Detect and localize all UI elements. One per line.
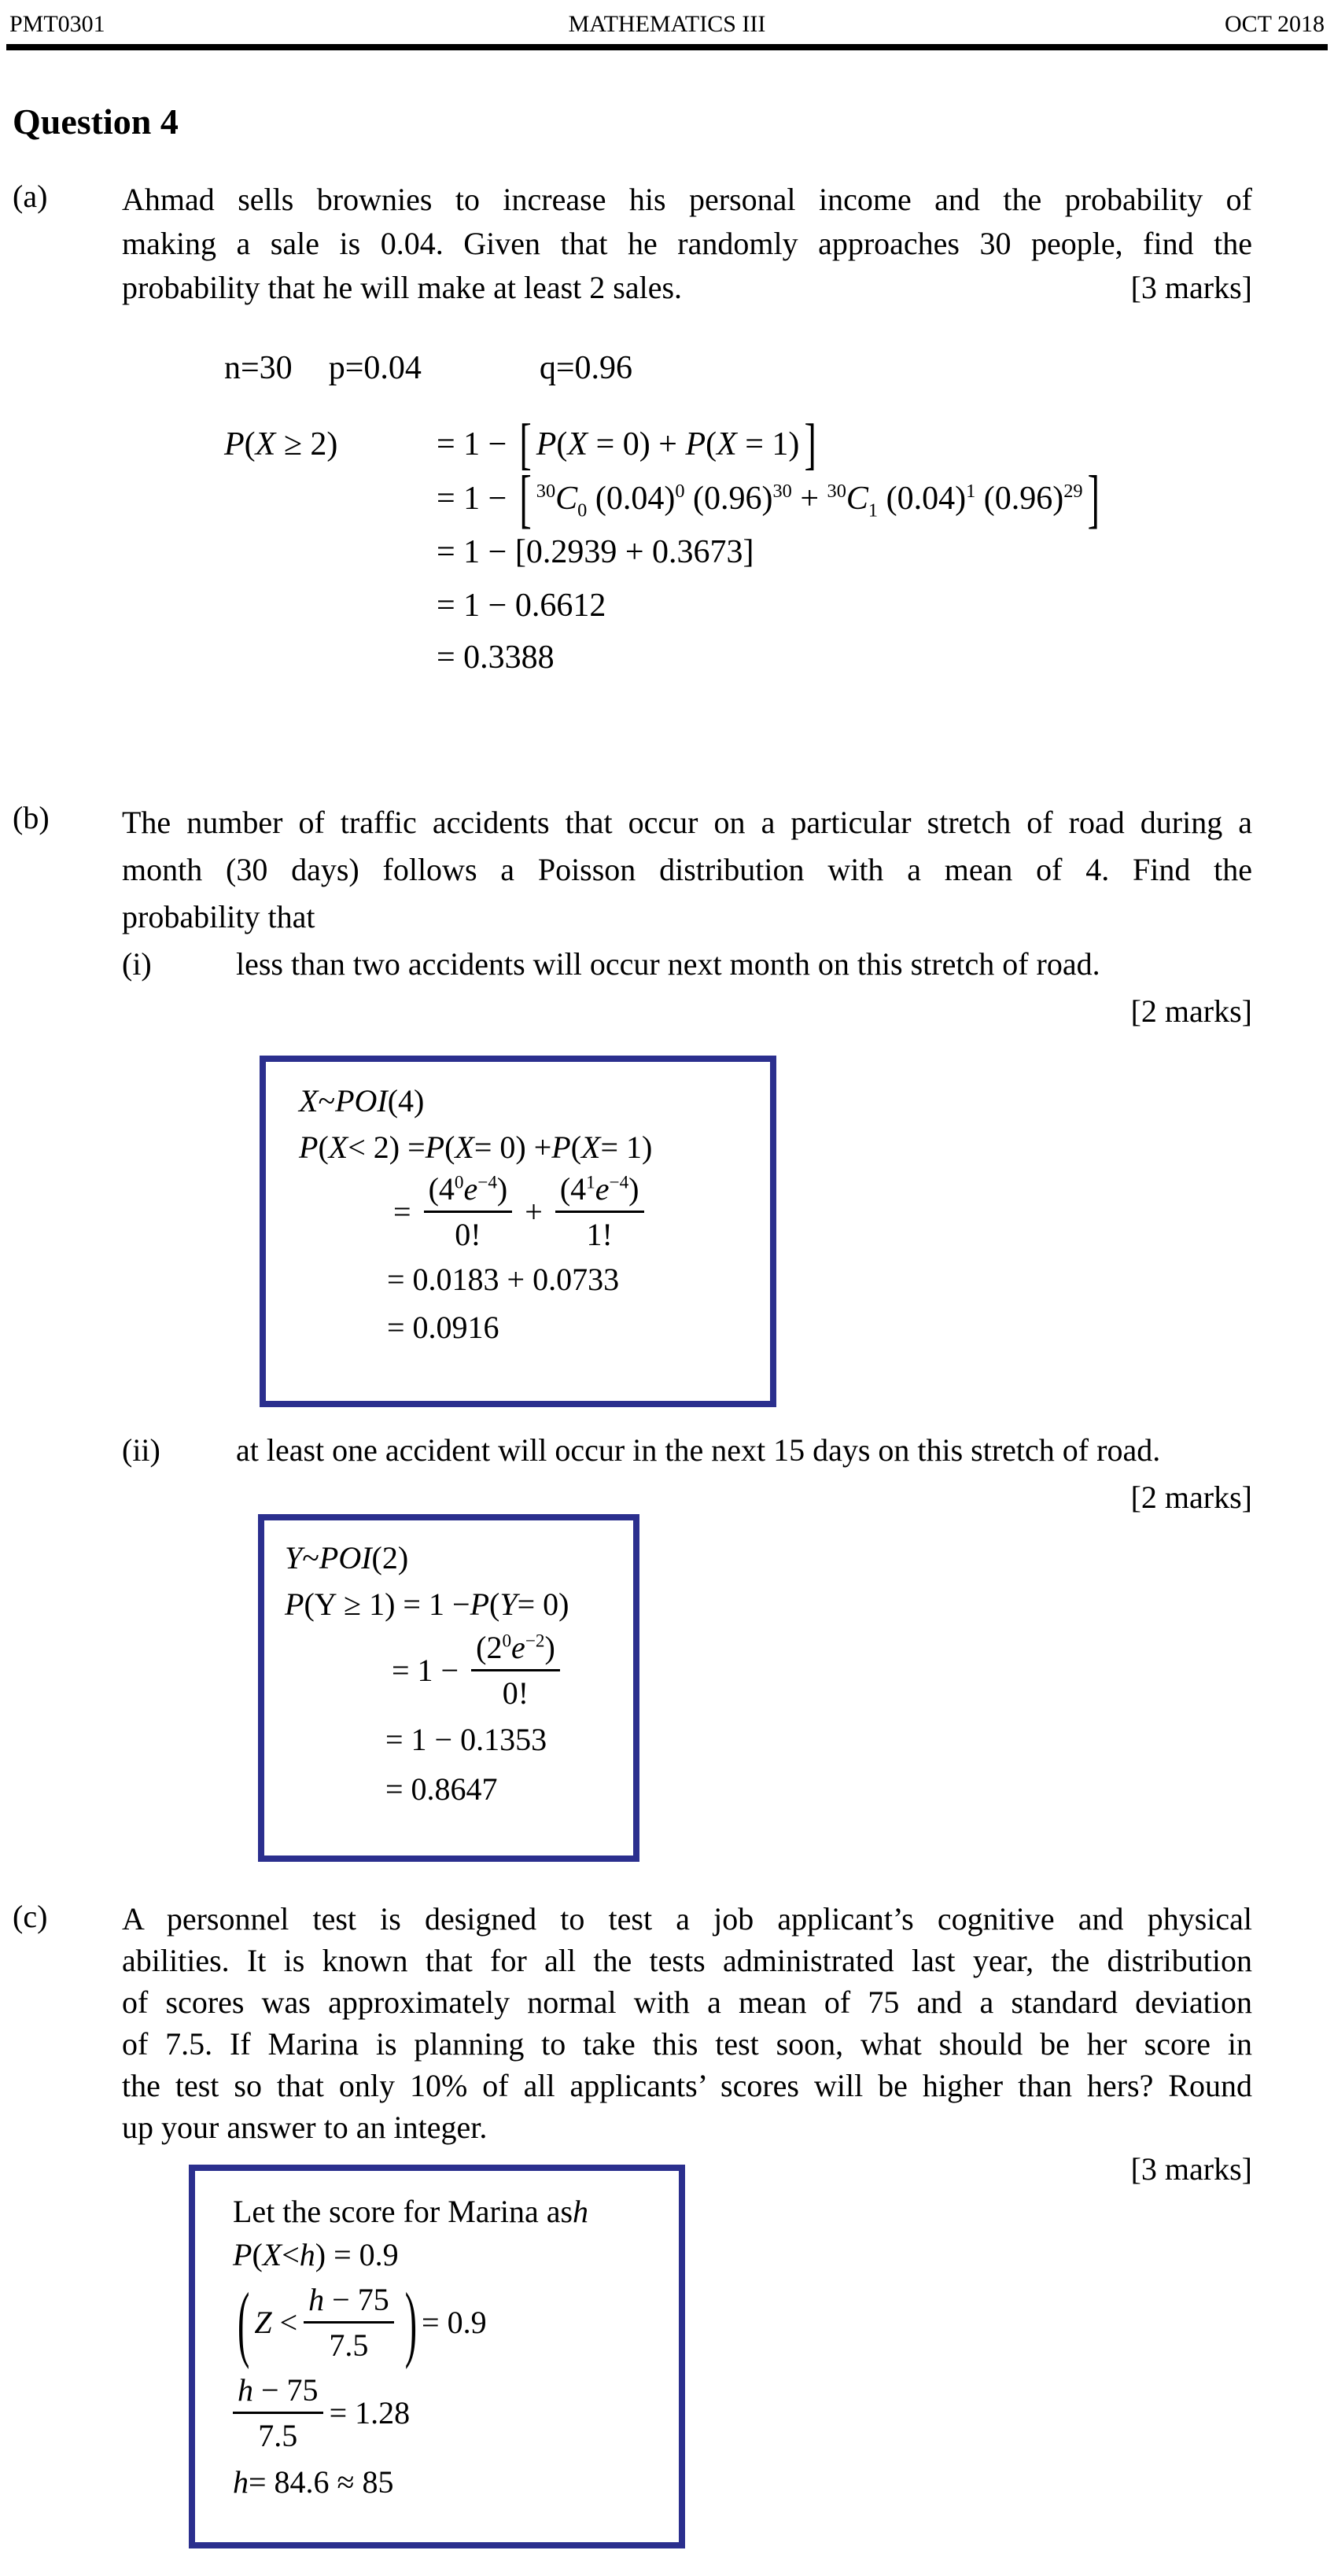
z-score-line — [233, 2275, 668, 2370]
rhs-value: = 1.28 — [329, 2395, 411, 2430]
formula-inner: $^{30}C_0$ $(0.04)^0$ $(0.96)^{30} + ^{30}C_1$ $(0.04)^1$ $(0.96)^{29}$ — [536, 480, 1083, 521]
part-b-line-1: The number of traffic accidents that occur on a particular stretch of road during a — [122, 805, 1252, 840]
rhs-value: = 0.9 — [422, 2305, 487, 2340]
left-paren: ( — [238, 2275, 250, 2370]
formula-line-3: = 1 − [0.2939 + 0.3673] — [437, 534, 754, 570]
result-line: = 0.8647 — [385, 1771, 498, 1807]
solution-box-c — [189, 2165, 685, 2548]
fraction-denominator: 7.5 — [258, 2418, 298, 2453]
probability-statement-line: P ( X < h ) = 0.9 — [233, 2237, 399, 2272]
sum-line: = 0.0183 + 0.0733 — [387, 1262, 620, 1297]
fraction-line — [385, 1629, 624, 1712]
subtraction-line: = 1 − 0.1353 — [385, 1722, 547, 1757]
formula-inner: P(X = 0) + P(X = 1) — [536, 426, 800, 463]
result-line: = 0.0916 — [387, 1310, 499, 1345]
right-bracket: ] — [1087, 462, 1100, 535]
part-a-line-3-row — [122, 266, 1252, 310]
poisson-x-distribution-line: X ~ POI (4) — [299, 1083, 425, 1118]
part-a-line-3: probability that he will make at least 2 sales. — [122, 270, 683, 305]
fraction-line — [387, 1170, 757, 1253]
part-c-line-4: of 7.5. If Marina is planning to take this test soon, what should be her score in — [122, 2026, 1252, 2062]
part-b-item-ii-block — [122, 1427, 1252, 1521]
z-term: Z < — [254, 2305, 298, 2340]
part-a-marks-badge: [3 marks] — [1130, 270, 1252, 305]
item-i-marks-badge: [2 marks] — [1130, 993, 1252, 1029]
probability-expansion-line: P ( X < 2) = P ( X = 0) + P ( X = 1) — [299, 1130, 653, 1165]
fraction — [304, 2281, 394, 2364]
fraction-numerator: $(4^1e^{-4})$ — [555, 1170, 644, 1213]
item-ii-label: (ii) — [122, 1432, 160, 1468]
part-a-line-2: making a sale is 0.04. Given that he randomly approaches 30 people, find the — [122, 226, 1252, 261]
equals-term: = 1 − — [437, 426, 507, 463]
part-b-item-i-row — [122, 941, 1252, 988]
part-c-marks-badge: [3 marks] — [1130, 2151, 1252, 2187]
plus-sign: + — [525, 1194, 543, 1229]
fraction — [471, 1629, 560, 1712]
fraction-denominator: 0! — [502, 1675, 529, 1711]
equals-term: = 1 − — [437, 480, 507, 517]
equals-sign: = — [393, 1194, 411, 1229]
fraction — [233, 2371, 323, 2454]
formula-lhs: P(X ≥ 2) — [224, 426, 338, 463]
param-n: n=30 — [224, 350, 293, 386]
item-i-label: (i) — [122, 946, 152, 982]
part-c-paragraph — [122, 1898, 1252, 2190]
part-a-working — [224, 349, 1104, 676]
left-bracket: [ — [519, 412, 532, 476]
solve-fraction-line — [233, 2371, 668, 2454]
part-c-line-1: A personnel test is designed to test a job applicant’s cognitive and physical — [122, 1901, 1252, 1937]
left-bracket: [ — [519, 462, 532, 535]
part-b-item-ii-row — [122, 1427, 1252, 1474]
question-title: Question 4 — [13, 101, 179, 142]
part-a-line-1: Ahmad sells brownies to increase his personal income and the probability of — [122, 182, 1252, 217]
formula-line-2 — [437, 462, 1104, 535]
fraction-denominator: 7.5 — [329, 2327, 369, 2363]
formula-line-1 — [224, 412, 1104, 476]
equals-term: = 1 − — [392, 1653, 459, 1688]
part-c-line-5: the test so that only 10% of all applicants’ scores will be higher than hers? Round — [122, 2068, 1252, 2103]
header-subject-title: MATHEMATICS III — [568, 11, 766, 37]
item-ii-text: at least one accident will occur in the next 15 days on this stretch of road. — [236, 1432, 1161, 1468]
header-exam-date: OCT 2018 — [1225, 11, 1325, 37]
part-c-line-3: of scores was approximately normal with a mean of 75 and a standard deviation — [122, 1985, 1252, 2020]
item-ii-marks-badge: [2 marks] — [1130, 1480, 1252, 1515]
final-answer-line: h = 84.6 ≈ 85 — [233, 2464, 394, 2500]
fraction-numerator: h − 75 — [304, 2281, 394, 2324]
part-b-paragraph — [122, 799, 1252, 1035]
fraction-denominator: 0! — [455, 1217, 481, 1252]
solution-box-b-i — [260, 1056, 776, 1407]
poisson-y-distribution-line: Y ~ POI (2) — [285, 1540, 409, 1575]
part-b-line-3: probability that — [122, 899, 315, 934]
part-b-line-2: month (30 days) follows a Poisson distribution with a mean of 4. Find the — [122, 852, 1252, 887]
part-a-paragraph — [122, 178, 1252, 310]
fraction-numerator: $(4^0e^{-4})$ — [424, 1170, 513, 1213]
fraction-numerator: h − 75 — [233, 2371, 323, 2414]
part-a-label: (a) — [13, 179, 48, 214]
formula-line-4: = 1 − 0.6612 — [437, 588, 606, 624]
fraction — [555, 1170, 644, 1253]
fraction — [424, 1170, 513, 1253]
part-c-line-2: abilities. It is known that for all the tests administrated last year, the distribution — [122, 1943, 1252, 1978]
probability-complement-line: P (Y ≥ 1) = 1 − P ( Y = 0) — [285, 1587, 569, 1622]
header-divider-rule — [6, 44, 1328, 50]
formula-line-5: = 0.3388 — [437, 639, 555, 676]
part-c-label: (c) — [13, 1899, 48, 1934]
item-i-text: less than two accidents will occur next month on this stretch of road. — [236, 946, 1100, 982]
solution-box-b-ii — [258, 1514, 639, 1862]
param-q: q=0.96 — [539, 350, 633, 386]
part-c-line-6: up your answer to an integer. — [122, 2110, 488, 2145]
page-header — [9, 11, 1325, 38]
param-p: p=0.04 — [328, 350, 422, 386]
fraction-numerator: $(2^0e^{-2})$ — [471, 1629, 560, 1671]
right-paren: ) — [404, 2275, 418, 2370]
part-b-label: (b) — [13, 800, 50, 835]
assumption-line: Let the score for Marina as h — [233, 2194, 589, 2229]
header-course-code: PMT0301 — [9, 11, 105, 37]
right-bracket: ] — [804, 412, 816, 476]
binomial-parameters-row — [224, 349, 1104, 387]
fraction-denominator: 1! — [586, 1217, 613, 1252]
